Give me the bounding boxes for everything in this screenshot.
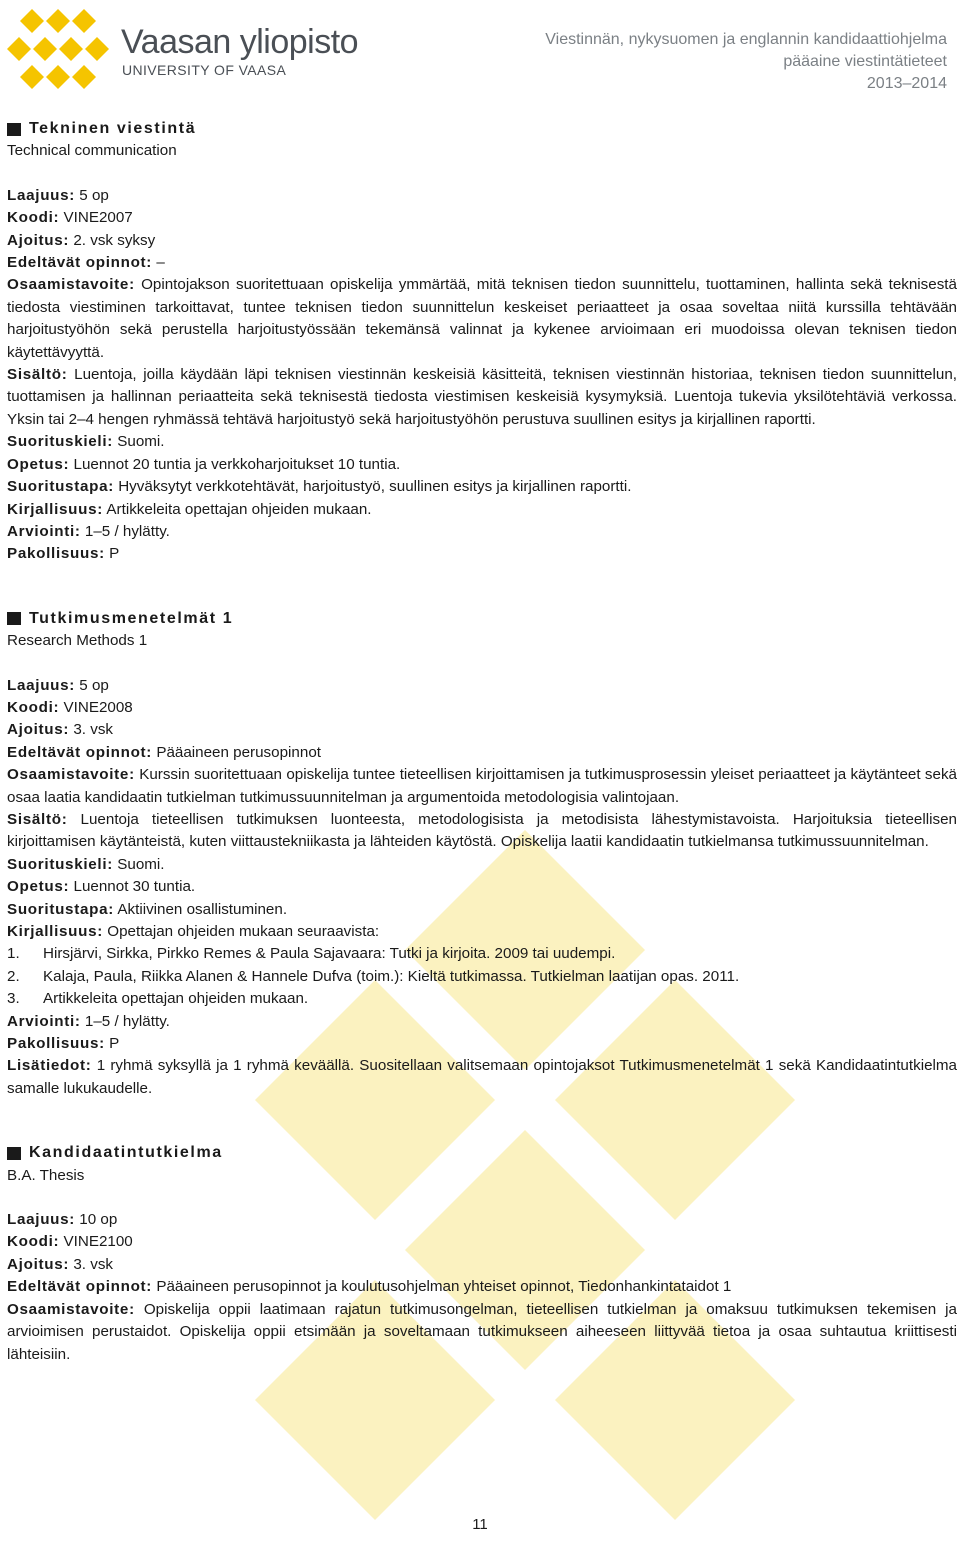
field-label: Laajuus: — [7, 1211, 76, 1229]
list-number: 1. — [7, 945, 20, 963]
field-value: 5 op — [79, 676, 109, 694]
field-value: Opintojakson suoritettuaan opiskelija ymmärtää, mitä teknisen tiedon suunnittelu, tuottaminen, hallinta sekä teknisestä tiedosta viestiminen tarkoittavat, tuntee teknisen tiedon suunnittelun keskeiset periaatteet ja osaa soveltaa niitä kurssilla tehtävään harjoitustyöhön sekä perustella harjoitustyössään tekemänsä valinnat ja kykenee arvioimaan eri muodoissa olevan teknisen tiedon käytettävyyttä. — [7, 276, 957, 361]
field-value: VINE2008 — [63, 698, 133, 716]
field-label: Suorituskieli: — [7, 855, 114, 873]
field-label: Koodi: — [7, 209, 60, 227]
field-label: Ajoitus: — [7, 1255, 70, 1273]
field-value: Aktiivinen osallistuminen. — [117, 900, 288, 918]
field-label: Sisältö: — [7, 366, 68, 384]
field-value: 1–5 / hylätty. — [84, 1012, 170, 1030]
field-value: P — [109, 1035, 120, 1053]
course-heading — [7, 1142, 957, 1164]
field-label: Koodi: — [7, 698, 60, 716]
field-label: Laajuus: — [7, 186, 76, 204]
field-value: Luentoja tieteellisen tutkimuksen luonteesta, metodologisista ja metodisista lähestymistavoista. Harjoituksia tieteellisen kirjoittamisen käytänteistä, kuten viittaustekniikasta ja lähteiden käytöstä. Opiskelija laatii kandidaatin tutkielmansa tutkimussuunnitelman. — [7, 810, 957, 851]
field-label: Kirjallisuus: — [7, 500, 104, 518]
course-field — [7, 809, 957, 854]
field-value: 3. vsk — [73, 1255, 114, 1273]
course-field — [7, 431, 957, 453]
course-field — [7, 185, 957, 207]
field-value: Suomi. — [117, 433, 165, 451]
course-field — [7, 1299, 957, 1366]
list-number: 2. — [7, 967, 20, 985]
field-label: Edeltävät opinnot: — [7, 254, 153, 272]
field-label: Edeltävät opinnot: — [7, 1278, 153, 1296]
course-field — [7, 454, 957, 476]
field-label: Arviointi: — [7, 1012, 81, 1030]
course-field — [7, 1254, 957, 1276]
course-field — [7, 1276, 957, 1298]
field-label: Pakollisuus: — [7, 545, 105, 563]
field-value: P — [109, 545, 120, 563]
list-text: Hirsjärvi, Sirkka, Pirkko Remes & Paula Sajavaara: Tutki ja kirjoita. 2009 tai uudempi. — [43, 945, 616, 963]
course-field — [7, 543, 957, 565]
field-value: Opiskelija oppii laatimaan rajatun tutkimusongelman, tieteellisen tutkielman ja omaksuu tutkimuksen tekemisen ja arvioimisen perustaidot. Opiskelija oppii etsimään ja soveltamaan tutkimukseen aiheeseen liittyvää tietoa ja osaa suhtautua kriittisesti lähteisiin. — [7, 1300, 957, 1363]
field-value: Artikkeleita opettajan ohjeiden mukaan. — [106, 500, 372, 518]
course-field — [7, 1231, 957, 1253]
field-value: 2. vsk syksy — [73, 231, 156, 249]
course-field — [7, 876, 957, 898]
field-label: Pakollisuus: — [7, 1035, 105, 1053]
list-text: Artikkeleita opettajan ohjeiden mukaan. — [43, 990, 309, 1008]
list-item — [7, 943, 957, 965]
course-field — [7, 899, 957, 921]
field-label: Opetus: — [7, 455, 70, 473]
course-field — [7, 1033, 957, 1055]
course-field — [7, 764, 957, 809]
course-section — [7, 118, 957, 566]
course-field — [7, 1055, 957, 1100]
logo-name: Vaasan yliopisto — [121, 23, 359, 61]
university-logo-icon — [6, 9, 110, 89]
course-field — [7, 1011, 957, 1033]
field-label: Edeltävät opinnot: — [7, 743, 153, 761]
page-header — [0, 0, 960, 100]
field-value: Luennot 30 tuntia. — [73, 878, 196, 896]
field-value: Opettajan ohjeiden mukaan seuraavista: — [107, 923, 380, 940]
course-heading — [7, 118, 957, 140]
course-field — [7, 719, 957, 741]
field-label: Koodi: — [7, 1233, 60, 1251]
field-label: Arviointi: — [7, 522, 81, 540]
field-value: Luennot 20 tuntia ja verkkoharjoitukset 10 tuntia. — [73, 455, 401, 473]
course-field — [7, 854, 957, 876]
field-value: Luentoja, joilla käydään läpi teknisen viestinnän keskeisiä käsitteitä, teknisen viestinnän historiaa, teknisen tiedon suunnittelun, tuottamisen ja hallinnan periaatteita sekä teknisestä tiedosta viestimisen keskeisiä kysymyksiä. Luentoja tukevia yksilötehtäviä verkossa. Yksin tai 2–4 hengen ryhmässä tehtävä harjoitustyö sekä harjoitustyöhön perustuva suullinen esitys ja kirjallinen raportti. — [7, 366, 957, 428]
program-name: Viestinnän, nykysuomen ja englannin kandidaattiohjelma — [545, 31, 947, 48]
course-field — [7, 364, 957, 431]
document-body — [7, 118, 957, 1408]
course-field — [7, 697, 957, 719]
course-field — [7, 675, 957, 697]
field-value: 10 op — [79, 1211, 118, 1229]
field-label: Suoritustapa: — [7, 900, 114, 918]
course-section — [7, 1142, 957, 1366]
field-label: Sisältö: — [7, 810, 68, 828]
field-value: – — [156, 254, 165, 272]
major-name: pääaine viestintätieteet — [783, 53, 947, 70]
field-label: Osaamistavoite: — [7, 1300, 135, 1318]
field-value: 5 op — [79, 186, 109, 204]
field-value: Kurssin suoritettuaan opiskelija tuntee tieteellisen kirjoittamisen ja tutkimusprosessin yleiset periaatteet ja käytänteet sekä osaa laatia kandidaatin tutkielman tutkimussuunnitelman ja argumentoida metodologisia valintojaan. — [7, 766, 957, 806]
course-field — [7, 499, 957, 521]
course-field — [7, 252, 957, 274]
field-label: Kirjallisuus: — [7, 923, 104, 940]
square-bullet-icon — [7, 123, 21, 136]
field-label: Ajoitus: — [7, 231, 70, 249]
course-field — [7, 742, 957, 764]
field-label: Osaamistavoite: — [7, 276, 135, 294]
square-bullet-icon — [7, 1147, 21, 1160]
list-item — [7, 966, 957, 988]
course-field — [7, 476, 957, 498]
header-info — [545, 29, 947, 95]
field-value: VINE2100 — [63, 1233, 133, 1251]
academic-year: 2013–2014 — [866, 75, 947, 92]
field-label: Opetus: — [7, 878, 70, 896]
logo-subtitle: UNIVERSITY OF VAASA — [122, 62, 287, 78]
course-field — [7, 521, 957, 543]
course-subtitle: Technical communication — [7, 142, 177, 160]
course-subtitle: Research Methods 1 — [7, 632, 148, 650]
course-field — [7, 207, 957, 229]
field-value: Pääaineen perusopinnot — [156, 743, 321, 761]
course-subtitle: B.A. Thesis — [7, 1166, 85, 1184]
course-field — [7, 230, 957, 252]
field-label: Lisätiedot: — [7, 1057, 92, 1075]
field-value: 1 ryhmä syksyllä ja 1 ryhmä keväällä. Suositellaan valitsemaan opintojaksot Tutkimusmenetelmät 1 sekä Kandidaatintutkielma samalle lukukaudelle. — [7, 1057, 957, 1097]
list-number: 3. — [7, 990, 20, 1008]
course-title: Tutkimusmenetelmät 1 — [29, 609, 234, 627]
field-value: 1–5 / hylätty. — [84, 522, 170, 540]
course-field — [7, 274, 957, 364]
field-label: Ajoitus: — [7, 721, 70, 739]
course-section — [7, 608, 957, 1101]
course-field — [7, 1209, 957, 1231]
field-value: Hyväksytyt verkkotehtävät, harjoitustyö, suullinen esitys ja kirjallinen raportti. — [118, 478, 632, 496]
course-heading — [7, 608, 957, 630]
course-title: Tekninen viestintä — [29, 120, 197, 137]
field-label: Osaamistavoite: — [7, 766, 135, 784]
field-label: Suoritustapa: — [7, 478, 114, 496]
field-value: 3. vsk — [73, 721, 114, 739]
square-bullet-icon — [7, 612, 21, 625]
course-field — [7, 921, 957, 943]
field-value: Suomi. — [117, 855, 165, 873]
page-number: 11 — [472, 1516, 488, 1533]
list-text: Kalaja, Paula, Riikka Alanen & Hannele Dufva (toim.): Kieltä tutkimassa. Tutkielman laatijan opas. 2011. — [43, 967, 740, 985]
course-title: Kandidaatintutkielma — [29, 1144, 223, 1162]
field-label: Laajuus: — [7, 676, 76, 694]
field-value: VINE2007 — [63, 209, 133, 227]
list-item — [7, 988, 957, 1010]
field-value: Pääaineen perusopinnot ja koulutusohjelman yhteiset opinnot, Tiedonhankintataidot 1 — [156, 1278, 732, 1296]
field-label: Suorituskieli: — [7, 433, 114, 451]
